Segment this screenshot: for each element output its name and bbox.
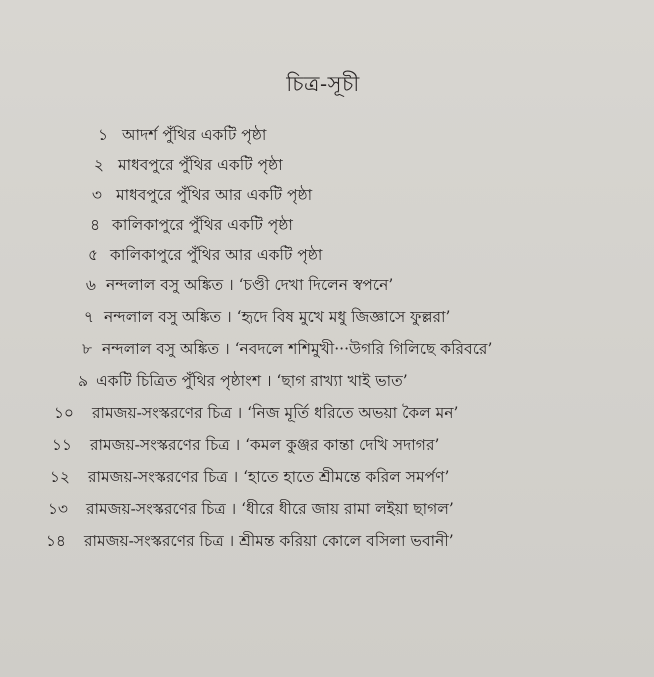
item-number: ৯ <box>77 372 88 390</box>
item-text: কালিকাপুরে পুঁথির আর একটি পৃষ্ঠা <box>110 246 323 264</box>
item-text: রামজয়-সংস্করণের চিত্র । ‘কমল কুঞ্জর কান্তা দেখি সদাগর’ <box>90 436 440 454</box>
item-text: রামজয়-সংস্করণের চিত্র । ‘ধীরে ধীরে জায় রামা লইয়া ছাগল’ <box>86 500 454 518</box>
item-number: ৬ <box>85 276 96 294</box>
item-number: ১১ <box>51 436 72 454</box>
item-number: ৭ <box>83 308 94 326</box>
item-number: ১৪ <box>45 532 66 550</box>
item-text: রামজয়-সংস্করণের চিত্র । শ্রীমন্ত করিয়া কোলে বসিলা ভবানী’ <box>84 532 454 550</box>
item-text: কালিকাপুরে পুঁথির একটি পৃষ্ঠা <box>112 216 293 234</box>
page-title <box>0 68 654 103</box>
page-title-text: চিত্র-সূচী <box>286 72 360 96</box>
item-number: ১০ <box>53 404 74 422</box>
item-text: মাধবপুরে পুঁথির আর একটি পৃষ্ঠা <box>116 186 313 204</box>
item-text: মাধবপুরে পুঁথির একটি পৃষ্ঠা <box>118 156 283 174</box>
item-number: ৩ <box>91 186 102 204</box>
item-text: নন্দলাল বসু অঙ্কিত । ‘হৃদে বিষ মুখে মধু জিজ্ঞাসে ফুল্লরা’ <box>104 308 451 326</box>
item-text: একটি চিত্রিত পুঁথির পৃষ্ঠাংশ । ‘ছাগ রাখ্যা খাই ভাত’ <box>96 372 408 390</box>
item-number: ১ <box>97 126 108 144</box>
item-number: ১৩ <box>47 500 68 518</box>
item-text: রামজয়-সংস্করণের চিত্র । ‘হাতে হাতে শ্রীমন্তে করিল সমর্পণ’ <box>88 468 450 486</box>
item-number: ১২ <box>49 468 70 486</box>
item-text: নন্দলাল বসু অঙ্কিত । ‘নবদলে শশিমুখী···উগরি গিলিছে করিবরে’ <box>102 340 493 358</box>
item-text: রামজয়-সংস্করণের চিত্র । ‘নিজ মূর্তি ধরিতে অভয়া কৈল মন’ <box>92 404 459 422</box>
item-number: ৫ <box>87 246 98 264</box>
item-number: ৮ <box>81 340 92 358</box>
item-number: ২ <box>93 156 104 174</box>
item-text: নন্দলাল বসু অঙ্কিত । ‘চণ্ডী দেখা দিলেন স্বপনে’ <box>106 276 394 294</box>
item-text: আদর্শ পুঁথির একটি পৃষ্ঠা <box>122 126 267 144</box>
item-number: ৪ <box>89 216 100 234</box>
